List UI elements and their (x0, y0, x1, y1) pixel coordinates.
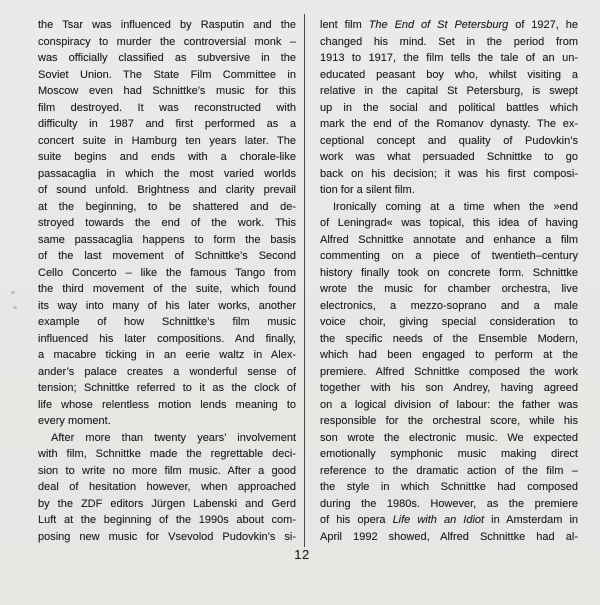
text-line: the third movement of the suite, which found (38, 283, 296, 295)
scan-artifact (11, 291, 15, 294)
text-line: deal of hesitation however, when approached (38, 481, 296, 493)
text-line: voice choir, giving special consideration to (320, 316, 578, 328)
text-line: with film, Schnittke made the regrettable deci- (38, 448, 296, 460)
text-line: sion to write no more film music. After a good (38, 464, 296, 477)
text-line: of sound unfold. Brightness and clarity prevail (38, 184, 296, 196)
text-line: at the beginning, to be shattered and de- (38, 200, 296, 213)
text-line: mark the end of the Romanov dynasty. The ex- (320, 118, 578, 130)
text-line: Ironically coming at a time when the »end (333, 200, 578, 213)
text-line: every moment. (38, 415, 111, 427)
text-line: Moscow even had Schnittke’s music for this (38, 85, 296, 97)
text-line: reference to the dramatic action of the film – (320, 464, 578, 477)
text-line: same passacaglia happens to form the basis (38, 233, 296, 246)
text-line: example of how Schnittke’s film music (38, 316, 296, 328)
text-line: suite begins and ends with a chorale-like (38, 151, 296, 163)
text-line: ceptional concept and quality of Pudovkin’s (320, 134, 578, 147)
text-line: lent film The End of St Petersburg of 1927, he (320, 19, 578, 31)
text-line: wrote the music for chamber orchestra, live (320, 283, 578, 295)
column-divider (304, 14, 305, 547)
text-line: Alfred Schnittke annotate and enhance a film (320, 233, 578, 246)
text-line: concert suite in Hamburg ten years later. The (38, 134, 296, 147)
page-number: 12 (294, 547, 310, 562)
text-line: changed his mind. Set in the period from (320, 35, 578, 48)
text-line: difficulty in 1987 and first performed as a (38, 118, 296, 130)
text-line: which had been engaged to perform at the (320, 349, 578, 361)
text-line: of his opera Life with an Idiot in Amsterdam in (320, 514, 579, 526)
text-line: the specific needs of the Ensemble Modern, (320, 332, 578, 345)
text-line: history finally took on concrete form. Schnittke (320, 266, 578, 279)
text-line: stroyed towards the end of the work. This (38, 217, 296, 229)
text-line: of the last movement of Schnittke’s Second (38, 250, 296, 262)
text-line: educated peasant boy who, whilst visiting a (320, 68, 578, 81)
text-line: After more than twenty years’ involvement (51, 431, 296, 444)
text-line: Cello Concerto – like the famous Tango from (38, 266, 296, 279)
text-line: film destroyed. It was reconstructed with (38, 101, 296, 114)
text-line: premiere. Alfred Schnittke composed the work (320, 365, 578, 378)
text-line: April 1992 showed, Alfred Schnittke had al- (320, 530, 578, 543)
text-line: life whose relentless motion lends meaning to (38, 398, 296, 411)
text-line: electronics, a mezzo-soprano and a male (320, 299, 578, 312)
text-line: on a logical division of labour: the father was (320, 398, 578, 411)
text-line: during the 1980s. However, as the premiere (320, 497, 578, 510)
text-line: influenced his later compositions. And finally, (38, 332, 296, 345)
text-line: together with his son Andrey, having agreed (320, 382, 578, 394)
text-line: Luft at the beginning of the 1990s about com- (38, 514, 296, 526)
text-line: posing new music for Vsevolod Pudovkin’s si- (38, 530, 296, 543)
text-line: work was what persuaded Schnittke to go (320, 151, 578, 163)
text-line: emotionally symphonic music making direct (320, 448, 578, 460)
text-line: a macabre ticking in an eerie waltz in Alex- (38, 349, 296, 361)
text-line: its way into many of his later works, another (38, 299, 296, 312)
text-line: conspiracy to murder the controversial monk – (38, 35, 296, 48)
text-line: Soviet Union. The State Film Committee in (38, 68, 296, 81)
text-line: of Leningrad« was topical, this idea of having (320, 217, 578, 229)
text-line: tension; Schnittke referred to it as the clock of (38, 382, 296, 394)
text-line: relative in the capital St Petersburg, is swept (320, 85, 578, 97)
text-line: commenting on a piece of twentieth–century (320, 250, 578, 262)
text-line: the style in which Schnittke had composed (320, 481, 578, 493)
text-column-right (320, 17, 578, 545)
text-line: son wrote the electronic music. We expected (320, 431, 578, 444)
text-line: was officially classified as subversive in the (38, 52, 296, 64)
text-line: responsible for the orchestral score, while his (320, 415, 578, 427)
text-line: by the ZDF editors Jürgen Labenski and Gerd (38, 497, 296, 510)
text-line: tion for a silent film. (320, 184, 415, 196)
text-column-left (38, 17, 296, 545)
text-line: the Tsar was influenced by Rasputin and the (38, 19, 296, 31)
text-line: up in the social and political battles which (320, 101, 578, 114)
scan-artifact (13, 306, 17, 309)
text-line: ander’s palace creates a wonderful sense of (38, 365, 296, 378)
text-line: 1913 to 1917, the film tells the tale of an un- (320, 52, 578, 64)
text-line: back on his decision; it was his first composi- (320, 167, 578, 180)
text-line: passacaglia in which the most varied worlds (38, 167, 296, 180)
